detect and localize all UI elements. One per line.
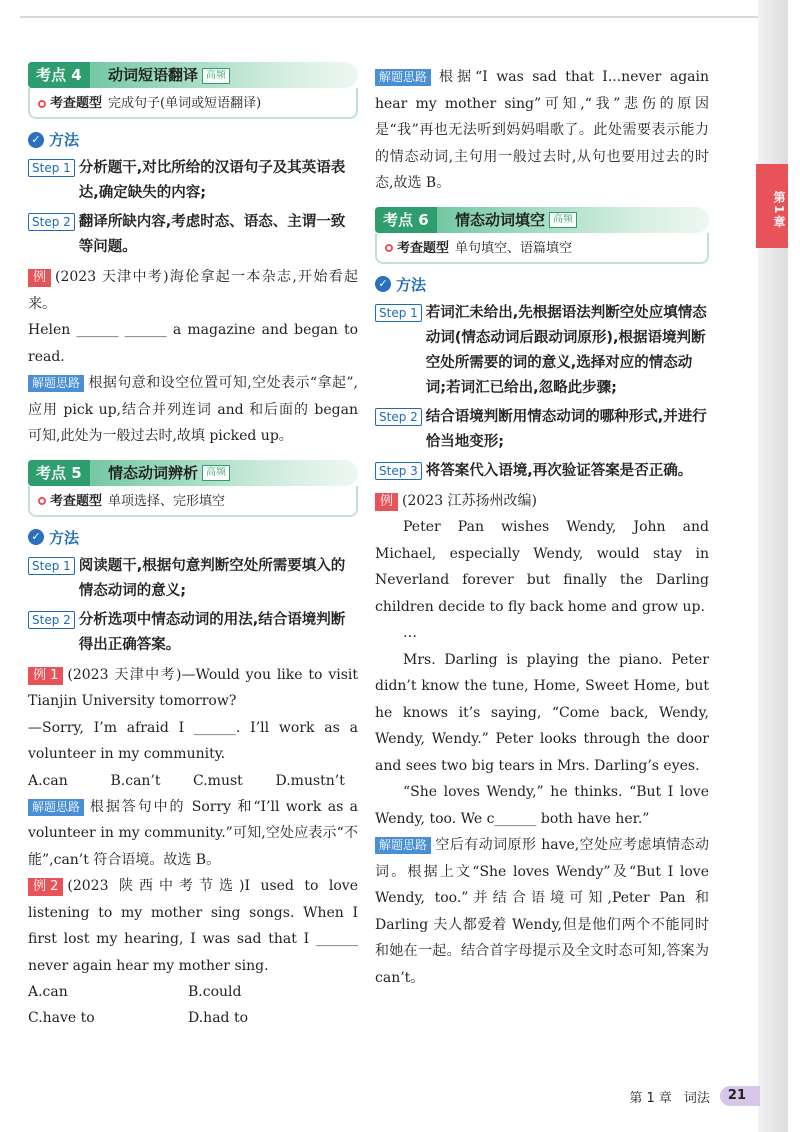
kaodian-5-header: [28, 460, 358, 486]
method-heading: ✓ 方法: [375, 274, 709, 295]
example-english: Helen ______ ______ a magazine and began to read.: [28, 322, 358, 365]
bullet-icon: [38, 100, 46, 108]
kaodian-title: 情态动词填空 高频: [455, 207, 577, 233]
solution: 解题思路 空后有动词原形 have,空处应考虑填情态动词。根据上文“She loves Wendy”及“But I love Wendy, too.”并结合语境可知,Peter Pan 和 Darling 夫人都爱着 Wendy,但是他们两个不能同时和她在一起。结合首字母提示及全文时态可知,答案为 can’t。: [375, 837, 709, 986]
passage: Mrs. Darling is playing the piano. Peter didn’t know the tune, Home, Sweet Home, but he knows it’s saying, “Come back, Wendy, Wendy, Wendy.” Peter looks through the door and sees two big tears in Mrs. Darling’s eyes.: [375, 651, 709, 774]
freq-badge: 高频: [202, 68, 230, 84]
options: A.can B.could C.have to D.had to: [28, 984, 249, 1026]
page-number: 21: [720, 1086, 760, 1106]
method-heading: ✓ 方法: [28, 527, 358, 548]
kaodian-tag: 考点 4: [28, 62, 90, 88]
example-1: 例 1 (2023 天津中考)—Would you like to visit Tianjin University tomorrow?: [28, 666, 358, 709]
freq-badge: 高频: [202, 465, 230, 481]
method-heading: ✓ 方法: [28, 129, 358, 150]
solution: 解题思路 根据句意和设空位置可知,空处表示“拿起”,应用 pick up,结合并列连词 and 和后面的 began 可知,此处为一般过去时,故填 picked up。: [28, 375, 358, 444]
kaodian-tag: 考点 6: [375, 207, 437, 233]
solution: 解题思路 根据答句中的 Sorry 和“I’ll work as a volunteer in my community.”可知,空处应表示“不能”,can’t 符合语境。故选 B。: [28, 798, 358, 868]
step-item: Step 1 分析题干,对比所给的汉语句子及其英语表达,确定缺失的内容;: [28, 156, 358, 206]
example-2: 例 2 (2023 陕西中考节选)I used to love listening to my mother sing songs. When I first lost my hearing, I was sad that I ______ never again hear my mother sing.: [28, 878, 358, 974]
solution: 解题思路 根据“I was sad that I...never again hear my mother sing”可知,“我”悲伤的原因是“我”再也无法听到妈妈唱歌了。此处需要表示能力的情态动词,主句用一般过去时,从句也要用过去的时态,故选 B。: [375, 69, 709, 191]
left-column: [28, 62, 358, 1031]
example: 例 (2023 天津中考)海伦拿起一本杂志,开始看起来。: [28, 269, 358, 312]
check-icon: ✓: [375, 276, 391, 292]
check-icon: ✓: [28, 529, 44, 545]
bullet-icon: [38, 497, 46, 505]
kaodian-title: 情态动词辨析 高频: [108, 460, 230, 486]
ellipsis: …: [403, 625, 417, 641]
question-type-box: 考查题型 单句填空、语篇填空: [375, 233, 709, 264]
options: A.can B.can’t C.must D.mustn’t: [28, 772, 345, 789]
footer-chapter: 第 1 章: [629, 1090, 672, 1106]
passage: “She loves Wendy,” he thinks. “But I love Wendy, too. We c______ both have her.”: [375, 784, 709, 827]
kaodian-6-header: [375, 207, 709, 233]
step-item: Step 2 翻译所缺内容,考虑时态、语态、主谓一致等问题。: [28, 210, 358, 260]
chapter-tab[interactable]: 第1章: [756, 164, 788, 248]
footer-section: 词法: [683, 1090, 710, 1106]
kaodian-tag: 考点 5: [28, 460, 90, 486]
check-icon: ✓: [28, 132, 44, 148]
step-item: Step 1 阅读题干,根据句意判断空处所需要填入的情态动词的意义;: [28, 554, 358, 604]
example-1-reply: —Sorry, I’m afraid I ______. I’ll work as a volunteer in my community.: [28, 719, 358, 762]
bullet-icon: [385, 244, 393, 252]
step-item: Step 1 若词汇未给出,先根据语法判断空处应填情态动词(情态动词后跟动词原形),根据语境判断空处所需要的词的意义,选择对应的情态动词;若词汇已给出,忽略此步骤;: [375, 301, 709, 401]
top-rule: [20, 16, 760, 18]
example: 例 (2023 江苏扬州改编): [375, 488, 709, 515]
passage: Peter Pan wishes Wendy, John and Michael, especially Wendy, would stay in Neverland forever but finally the Darling children decide to fly back home and grow up.: [375, 519, 709, 615]
right-column: [375, 64, 709, 991]
question-type-box: 考查题型 完成句子(单词或短语翻译): [28, 88, 358, 119]
kaodian-title: 动词短语翻译 高频: [108, 62, 230, 88]
step-item: Step 2 结合语境判断用情态动词的哪种形式,并进行恰当地变形;: [375, 405, 709, 455]
freq-badge: 高频: [549, 212, 577, 228]
step-item: Step 2 分析选项中情态动词的用法,结合语境判断得出正确答案。: [28, 608, 358, 658]
kaodian-4-header: [28, 62, 358, 88]
step-item: Step 3 将答案代入语境,再次验证答案是否正确。: [375, 459, 709, 484]
question-type-box: 考查题型 单项选择、完形填空: [28, 486, 358, 517]
page-footer: [629, 1086, 760, 1106]
